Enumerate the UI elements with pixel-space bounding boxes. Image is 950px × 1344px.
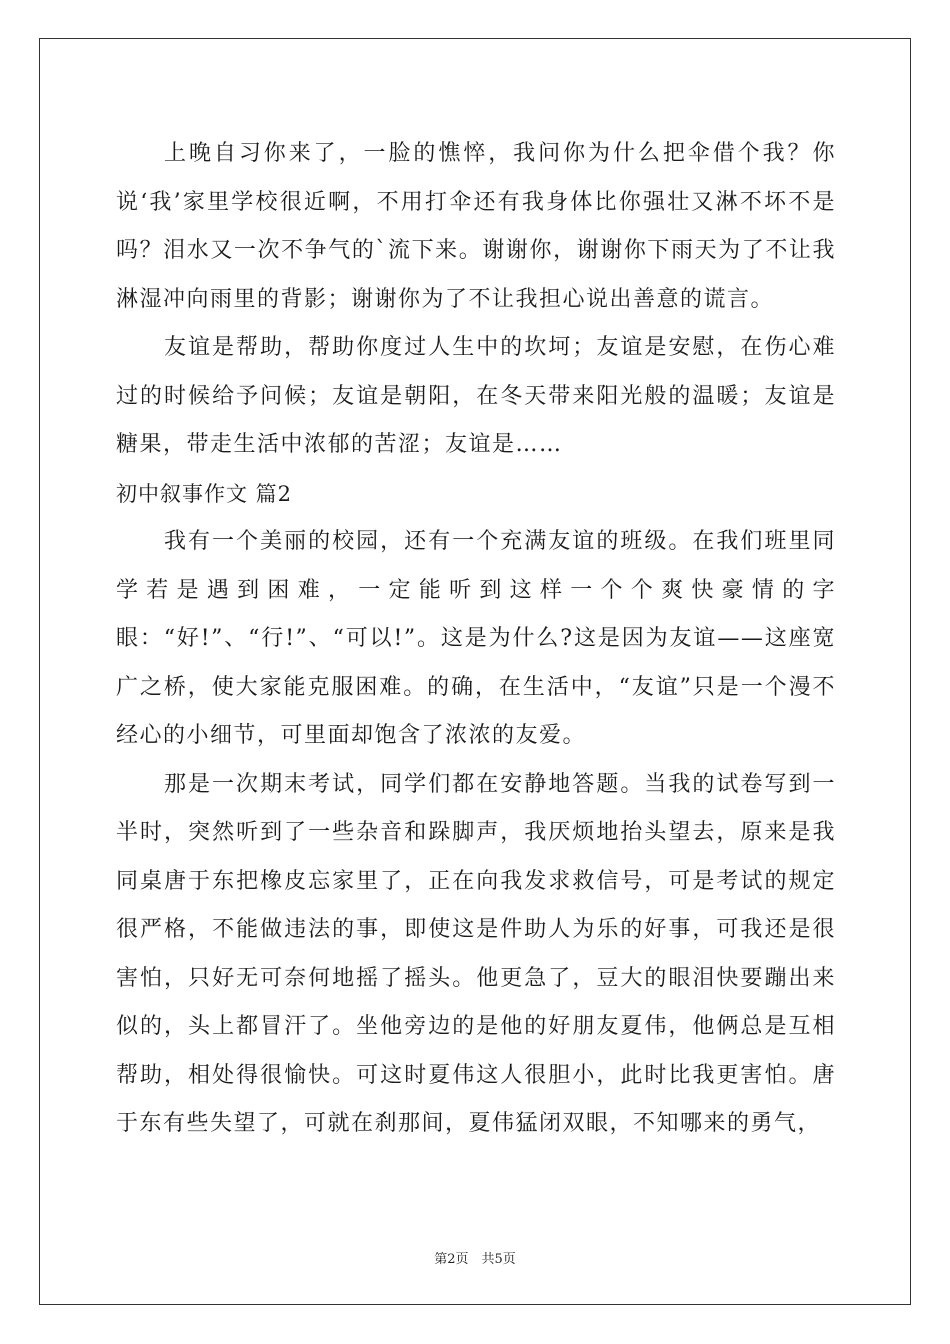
document-body bbox=[116, 130, 836, 1149]
paragraph-rainy-night: 上晚自习你来了，一脸的憔悴，我问你为什么把伞借个我？你说‘我’家里学校很近啊，不用打伞还有我身体比你强壮又淋不坏不是吗？泪水又一次不争气的`流下来。谢谢你，谢谢你下雨天为了不让我淋湿冲向雨里的背影；谢谢你为了不让我担心说出善意的谎言。 bbox=[116, 141, 836, 312]
page-footer: 第2页 共5页 bbox=[434, 1252, 516, 1267]
paragraph-campus-class: 我有一个美丽的校园，还有一个充满友谊的班级。在我们班里同学若是遇到困难，一定能听到这样一个个爽快豪情的字眼：“好!”、“行!”、“可以!”。这是为什么?这是因为友谊——这座宽广之桥，使大家能克服困难。的确，在生活中，“友谊”只是一个漫不经心的小细节，可里面却饱含了浓浓的友爱。 bbox=[116, 529, 836, 748]
paragraph-final-exam: 那是一次期末考试，同学们都在安静地答题。当我的试卷写到一半时，突然听到了一些杂音和跺脚声，我厌烦地抬头望去，原来是我同桌唐于东把橡皮忘家里了，正在向我发求救信号，可是考试的规定很严格，不能做违法的事，即使这是件助人为乐的好事，可我还是很害怕，只好无可奈何地摇了摇头。他更急了，豆大的眼泪快要蹦出来似的，头上都冒汗了。坐他旁边的是他的好朋友夏伟，他俩总是互相帮助，相处得很愉快。可这时夏伟这人很胆小，此时比我更害怕。唐于东有些失望了，可就在刹那间，夏伟猛闭双眼，不知哪来的勇气， bbox=[116, 771, 836, 1136]
section-heading: 初中叙事作文 篇2 bbox=[116, 481, 293, 506]
paragraph-friendship-is: 友谊是帮助，帮助你度过人生中的坎坷；友谊是安慰，在伤心难过的时候给予问候；友谊是朝阳，在冬天带来阳光般的温暖；友谊是糖果，带走生活中浓郁的苦涩；友谊是…… bbox=[116, 335, 836, 457]
